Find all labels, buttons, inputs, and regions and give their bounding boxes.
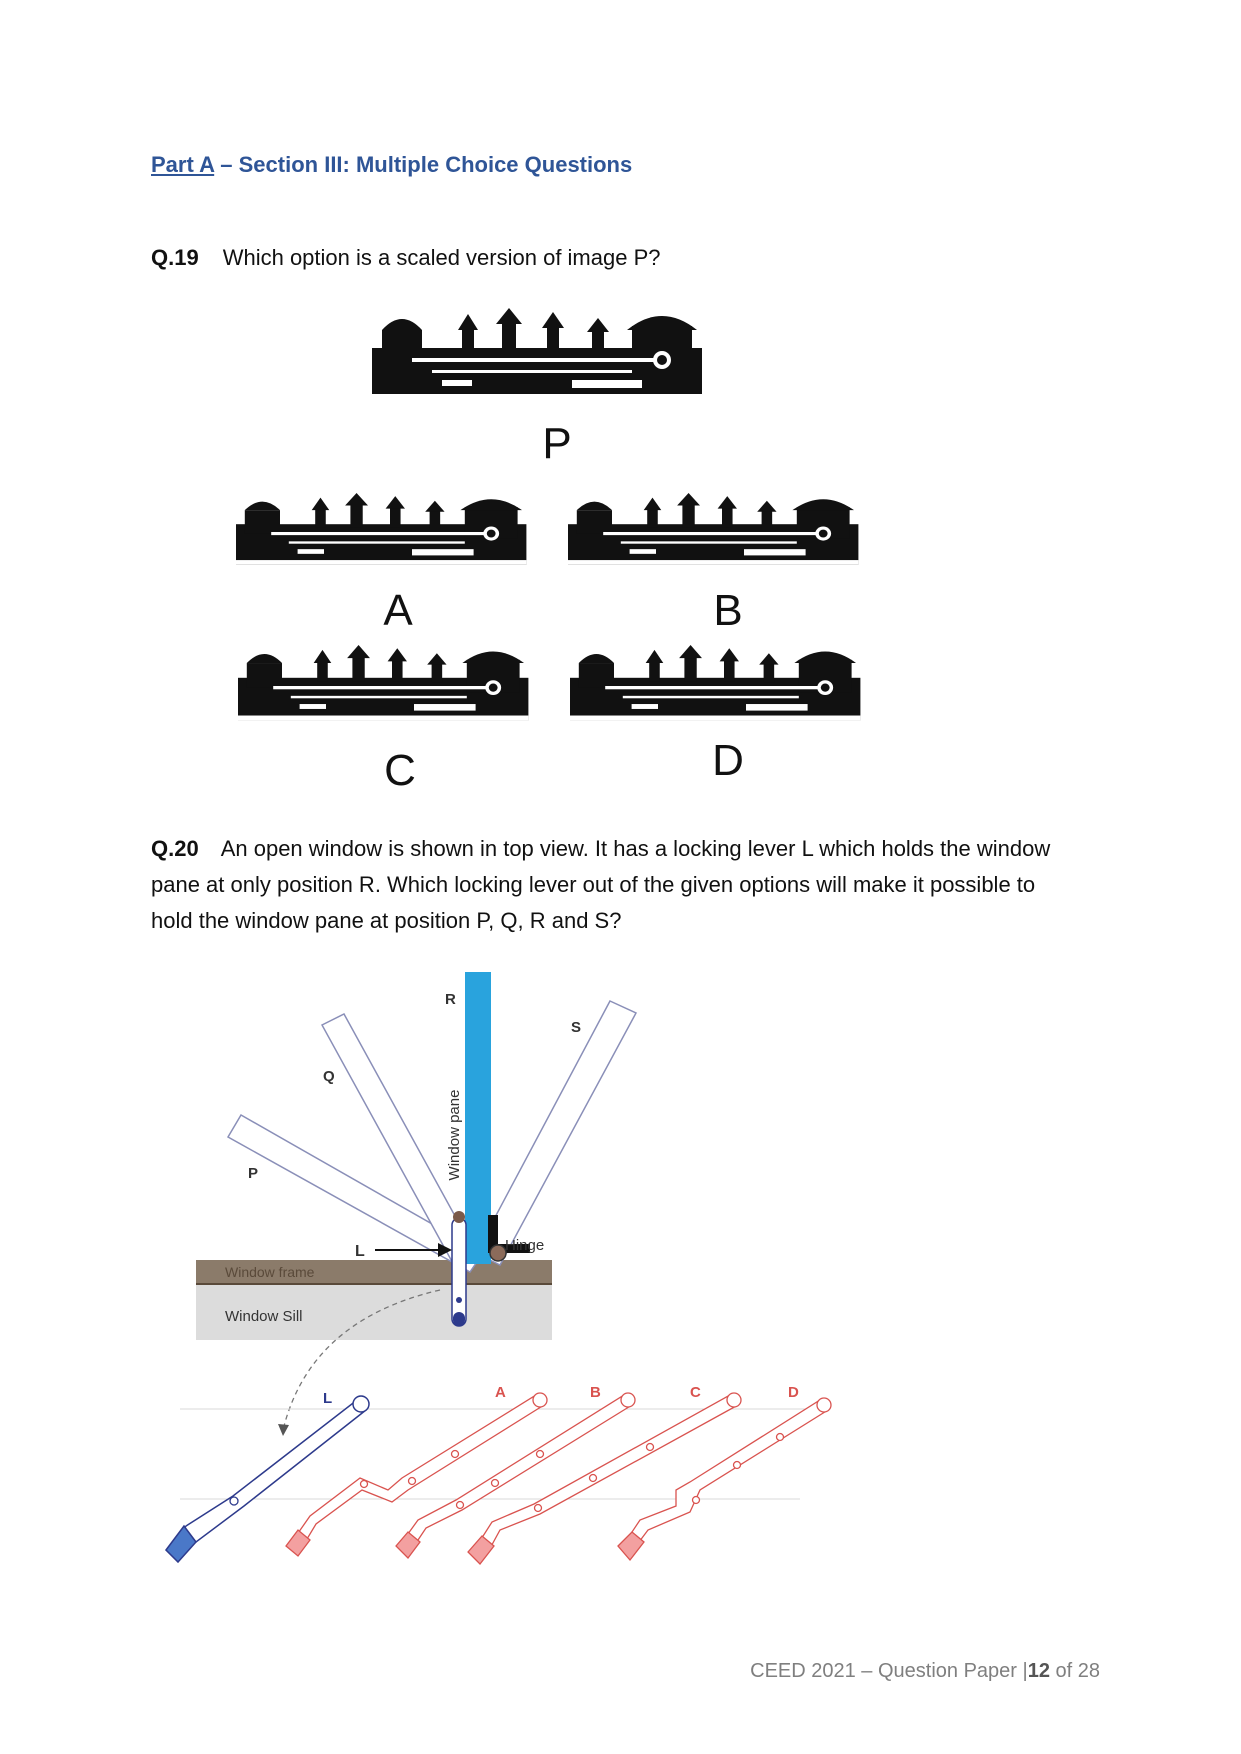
option-label-a: A	[383, 586, 413, 635]
option-label-c: C	[384, 746, 416, 795]
position-label-q: Q	[323, 1068, 335, 1085]
window-diagram	[0, 960, 1241, 1600]
svg-text:A: A	[495, 1384, 506, 1401]
pane-label: Window pane	[446, 1089, 463, 1181]
svg-text:C: C	[690, 1384, 701, 1401]
svg-text:L: L	[323, 1390, 333, 1407]
q19-figures	[0, 0, 1241, 800]
position-label-r: R	[445, 991, 456, 1008]
figure-label-p: P	[542, 419, 572, 468]
question-text: Which option is a scaled version of image P?	[222, 245, 661, 270]
svg-text:D: D	[788, 1384, 799, 1401]
option-label-b: B	[713, 586, 743, 635]
question-number: Q.19	[151, 245, 199, 270]
image-option-b	[568, 493, 858, 565]
image-option-d	[570, 645, 860, 720]
sill-label: Window Sill	[225, 1308, 303, 1325]
frame-label: Window frame	[225, 1264, 315, 1280]
footer-page-number: 12	[1027, 1660, 1050, 1682]
position-label-p: P	[248, 1165, 259, 1182]
pane-position-s	[476, 1001, 636, 1265]
pane-position-r	[465, 972, 491, 1264]
page-footer	[750, 1660, 1100, 1683]
footer-exam: CEED 2021 – Question Paper |	[750, 1660, 1028, 1682]
part-label: Part A	[151, 152, 215, 177]
svg-text:B: B	[590, 1384, 601, 1401]
question-number: Q.20	[151, 836, 199, 861]
option-label-d: D	[712, 736, 744, 785]
image-p	[372, 308, 702, 400]
lever-option-l	[166, 1390, 369, 1562]
image-option-c	[238, 645, 528, 720]
lever-label: L	[355, 1243, 365, 1260]
hinge-icon	[490, 1245, 506, 1261]
question-20	[151, 831, 1071, 939]
hinge-label: Hinge	[505, 1237, 545, 1254]
question-text: An open window is shown in top view. It has a locking lever L which holds the window pane at only position R. Which locking lever out of the given options will make it possible to hold the window pane at position P, Q, R and S?	[151, 836, 1051, 933]
image-option-a	[236, 493, 526, 565]
section-label: – Section III: Multiple Choice Questions	[214, 152, 633, 177]
installed-lever	[452, 1218, 466, 1326]
footer-total: of 28	[1055, 1660, 1100, 1682]
position-label-s: S	[571, 1019, 582, 1036]
